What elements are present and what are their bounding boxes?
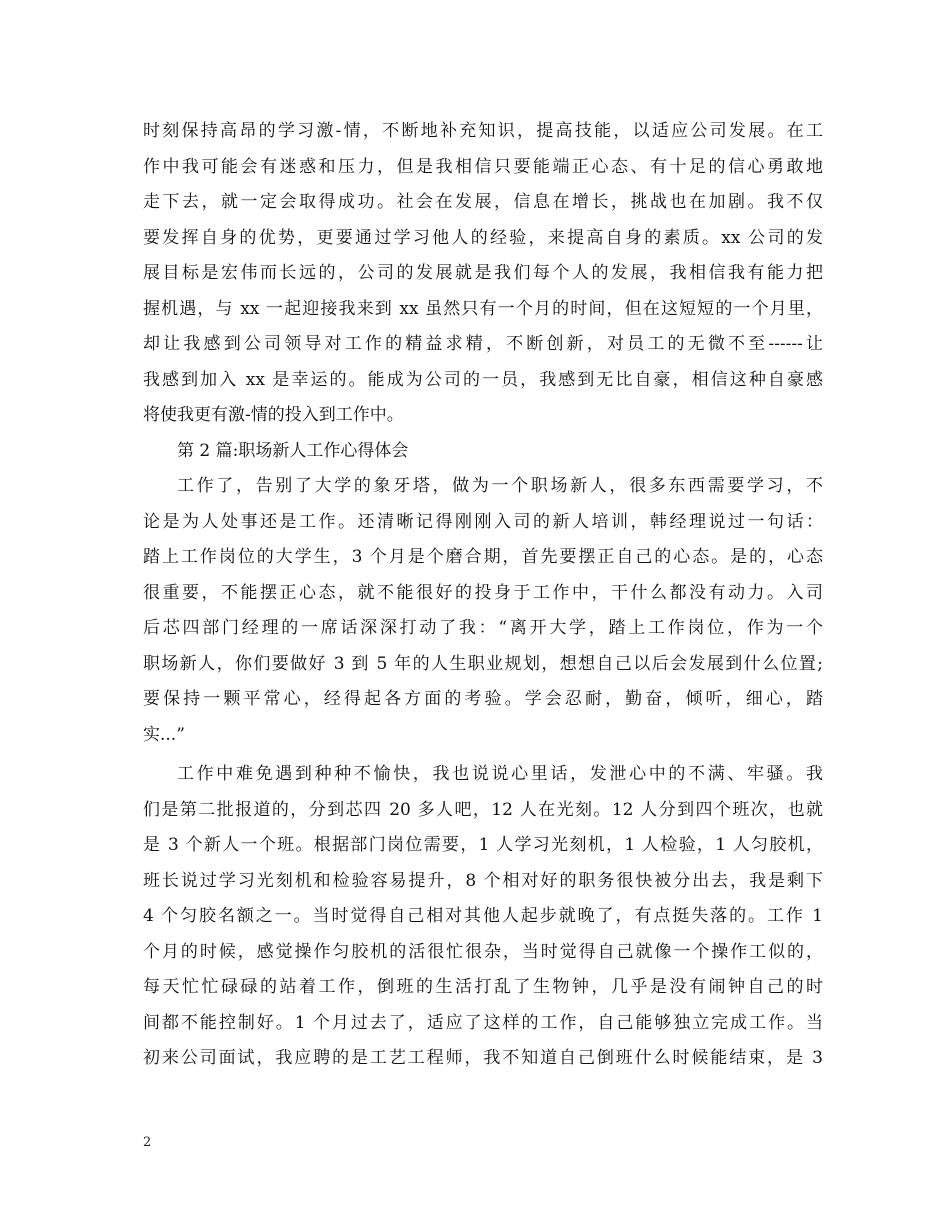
text-line: 很重要，不能摆正心态，就不能很好的投身于工作中，干什么都没有动力。入司: [143, 582, 823, 603]
document-body: [143, 114, 823, 1077]
paragraph: [143, 469, 823, 753]
text-line: 展目标是宏伟而长远的，公司的发展就是我们每个人的发展，我相信我有能力把: [143, 263, 823, 283]
text-line: 要发挥自身的优势，更要通过学习他人的经验，来提高自身的素质。xx 公司的发: [143, 227, 823, 248]
heading-text: 第 2 篇:职场新人工作心得体会: [177, 440, 409, 461]
text-line: 走下去，就一定会取得成功。社会在发展，信息在增长，挑战也在加剧。我不仅: [143, 192, 823, 212]
text-line: 职场新人，你们要做好 3 到 5 年的人生职业规划，想想自己以后会发展到什么位置;: [143, 653, 823, 674]
text-line: 间都不能控制好。1 个月过去了，适应了这样的工作，自己能够独立完成工作。当: [143, 1012, 823, 1033]
text-line: 是 3 个新人一个班。根据部门岗位需要，1 人学习光刻机，1 人检验，1 人匀胶机，: [143, 835, 823, 855]
text-line: 论是为人处事还是工作。还清晰记得刚刚入司的新人培训，韩经理说过一句话：: [143, 511, 823, 532]
text-line: 工作中难免遇到种种不愉快，我也说说心里话，发泄心中的不满、牢骚。我: [177, 764, 823, 784]
text-line: 初来公司面试，我应聘的是工艺工程师，我不知道自己倒班什么时候能结束，是 3: [143, 1048, 823, 1068]
text-line: 时刻保持高昂的学习激-情，不断地补充知识，提高技能，以适应公司发展。在工: [143, 121, 823, 141]
paragraph-continuation: [143, 114, 823, 434]
text-line: 却让我感到公司领导对工作的精益求精，不断创新，对员工的无微不至------让: [143, 334, 823, 354]
text-line: 们是第二批报道的，分到芯四 20 多人吧，12 人在光刻。12 人分到四个班次，也就: [143, 799, 823, 820]
page-number: 2: [143, 1135, 152, 1150]
text-line: 我感到加入 xx 是幸运的。能成为公司的一员，我感到无比自豪，相信这种自豪感: [143, 369, 823, 390]
text-line: 工作了，告别了大学的象牙塔，做为一个职场新人，很多东西需要学习，不: [177, 476, 823, 496]
text-line: 班长说过学习光刻机和检验容易提升，8 个相对好的职务很快被分出去，我是剩下: [143, 870, 823, 891]
text-line: 4 个匀胶名额之一。当时觉得自己相对其他人起步就晚了，有点挺失落的。工作 1: [143, 906, 823, 926]
text-line: 踏上工作岗位的大学生，3 个月是个磨合期，首先要摆正自己的心态。是的，心态: [143, 547, 823, 567]
text-line: 实...”: [143, 724, 185, 745]
text-line: 后芯四部门经理的一席话深深打动了我：“离开大学，踏上工作岗位，作为一个: [143, 618, 823, 638]
text-line: 作中我可能会有迷惑和压力，但是我相信只要能端正心态、有十足的信心勇敢地: [143, 156, 823, 177]
text-line: 每天忙忙碌碌的站着工作，倒班的生活打乱了生物钟，几乎是没有闹钟自己的时: [143, 977, 823, 997]
paragraph: [143, 757, 823, 1077]
text-line: 握机遇，与 xx 一起迎接我来到 xx 虽然只有一个月的时间，但在这短短的一个月里，: [143, 298, 823, 319]
text-line: 要保持一颗平常心，经得起各方面的考验。学会忍耐，勤奋，倾听，细心，踏: [143, 689, 823, 709]
text-line: 个月的时候，感觉操作匀胶机的活很忙很杂，当时觉得自己就像一个操作工似的，: [143, 941, 823, 962]
text-line: 将使我更有激-情的投入到工作中。: [143, 405, 404, 425]
section-heading: [143, 434, 823, 470]
